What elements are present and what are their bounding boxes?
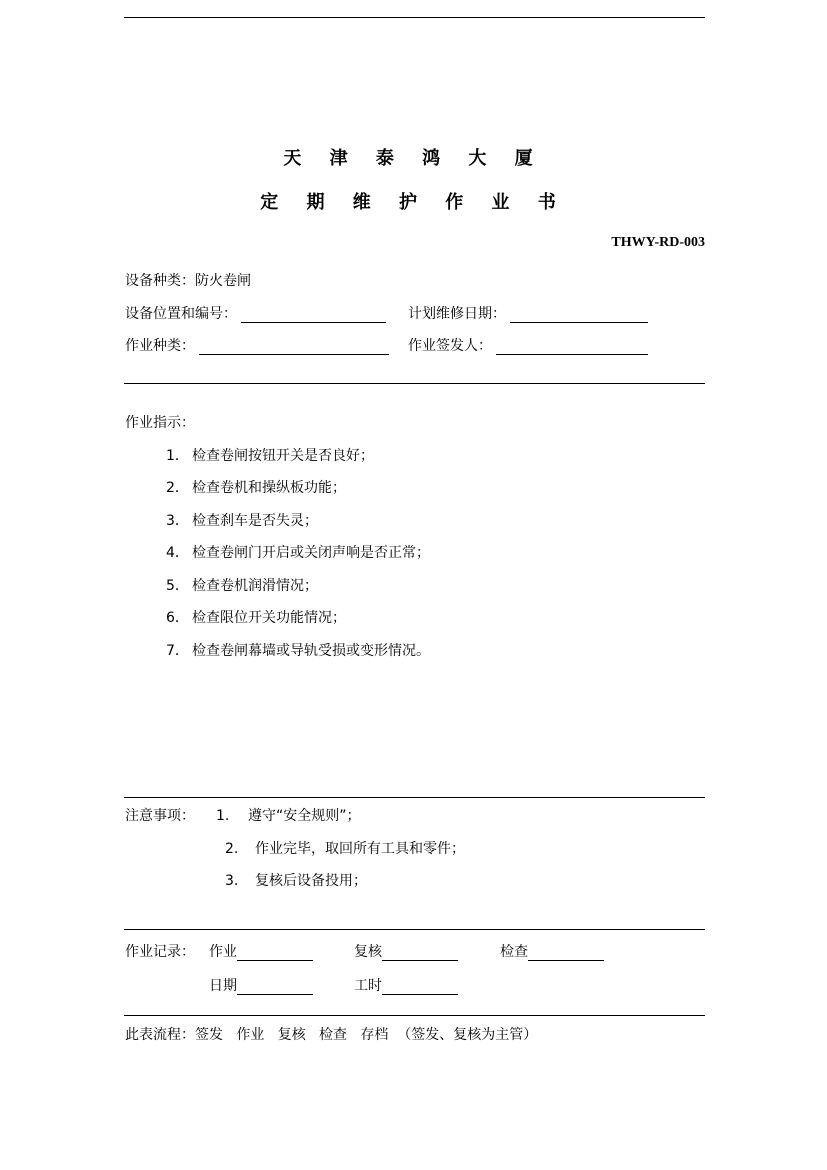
- issuer-label: 作业签发人：: [408, 338, 492, 354]
- document-title: 定 期 维 护 作 业 书: [260, 192, 567, 213]
- record-heading: 作业记录：: [125, 944, 195, 960]
- issuer-row: [408, 335, 648, 355]
- instruction-num: 2．: [166, 480, 189, 496]
- instruction-text: 检查限位开关功能情况；: [192, 610, 346, 626]
- issuer-blank[interactable]: [496, 340, 648, 355]
- instruction-num: 1．: [166, 448, 189, 464]
- record-work-label: 作业: [209, 944, 237, 960]
- instruction-text: 检查卷闸门开启或关闭声响是否正常；: [192, 545, 430, 561]
- plan-date-row: [408, 303, 648, 323]
- record-work: [209, 941, 313, 961]
- instruction-item: [166, 575, 318, 595]
- instruction-num: 4．: [166, 545, 189, 561]
- instruction-item: [166, 640, 430, 660]
- work-type-label: 作业种类：: [125, 338, 195, 354]
- instruction-num: 5．: [166, 578, 189, 594]
- document-number: THWY-RD-003: [611, 235, 705, 250]
- instruction-item: [166, 607, 346, 627]
- instruction-num: 7．: [166, 643, 189, 659]
- location-blank[interactable]: [241, 308, 386, 323]
- record-check-label: 检查: [500, 944, 528, 960]
- instruction-item: [166, 542, 430, 562]
- plan-date-blank[interactable]: [510, 308, 648, 323]
- note-item: [225, 870, 367, 890]
- record-date: [209, 975, 313, 995]
- location-label: 设备位置和编号：: [125, 306, 237, 322]
- section-rule-3: [124, 929, 705, 930]
- section-rule-4: [124, 1015, 705, 1016]
- location-row: [125, 303, 386, 323]
- equipment-type-row: [125, 270, 251, 290]
- instruction-text: 检查卷机和操纵板功能；: [192, 480, 346, 496]
- record-review: [354, 941, 458, 961]
- equipment-type-value: 防火卷闸: [195, 273, 251, 289]
- instruction-text: 检查刹车是否失灵；: [192, 513, 318, 529]
- instructions-heading: 作业指示：: [125, 415, 195, 431]
- record-review-blank[interactable]: [382, 946, 458, 961]
- note-text: 复核后设备投用；: [255, 873, 367, 889]
- section-rule-2: [124, 797, 705, 798]
- note-text: 遵守“安全规则”；: [248, 808, 361, 824]
- record-hours: [354, 975, 458, 995]
- instruction-item: [166, 445, 374, 465]
- record-check-blank[interactable]: [528, 946, 604, 961]
- work-type-row: [125, 335, 389, 355]
- note-num: 2.: [225, 841, 239, 857]
- instruction-num: 3．: [166, 513, 189, 529]
- instruction-item: [166, 510, 318, 530]
- instruction-item: [166, 477, 346, 497]
- record-hours-label: 工时: [354, 978, 382, 994]
- record-check: [500, 941, 604, 961]
- work-type-blank[interactable]: [199, 340, 389, 355]
- equipment-type-label: 设备种类：: [125, 273, 195, 289]
- record-hours-blank[interactable]: [382, 980, 458, 995]
- instruction-text: 检查卷闸幕墙或导轨受损或变形情况。: [192, 643, 430, 659]
- top-rule: [124, 17, 705, 18]
- flow-text: 此表流程：签发 作业 复核 检查 存档 （签发、复核为主管）: [125, 1027, 538, 1043]
- record-review-label: 复核: [354, 944, 382, 960]
- record-date-label: 日期: [209, 978, 237, 994]
- note-num: 3.: [225, 873, 239, 889]
- notes-heading: 注意事项：: [125, 808, 195, 824]
- record-date-blank[interactable]: [237, 980, 313, 995]
- note-item: [225, 838, 465, 858]
- company-title: 天 津 泰 鸿 大 厦: [283, 148, 544, 169]
- note-num: 1.: [216, 808, 230, 824]
- instruction-text: 检查卷闸按钮开关是否良好；: [192, 448, 374, 464]
- record-work-blank[interactable]: [237, 946, 313, 961]
- instruction-num: 6．: [166, 610, 189, 626]
- section-rule-1: [124, 383, 705, 384]
- instruction-text: 检查卷机润滑情况；: [192, 578, 318, 594]
- plan-date-label: 计划维修日期：: [408, 306, 506, 322]
- note-item: [216, 805, 361, 825]
- note-text: 作业完毕，取回所有工具和零件；: [255, 841, 465, 857]
